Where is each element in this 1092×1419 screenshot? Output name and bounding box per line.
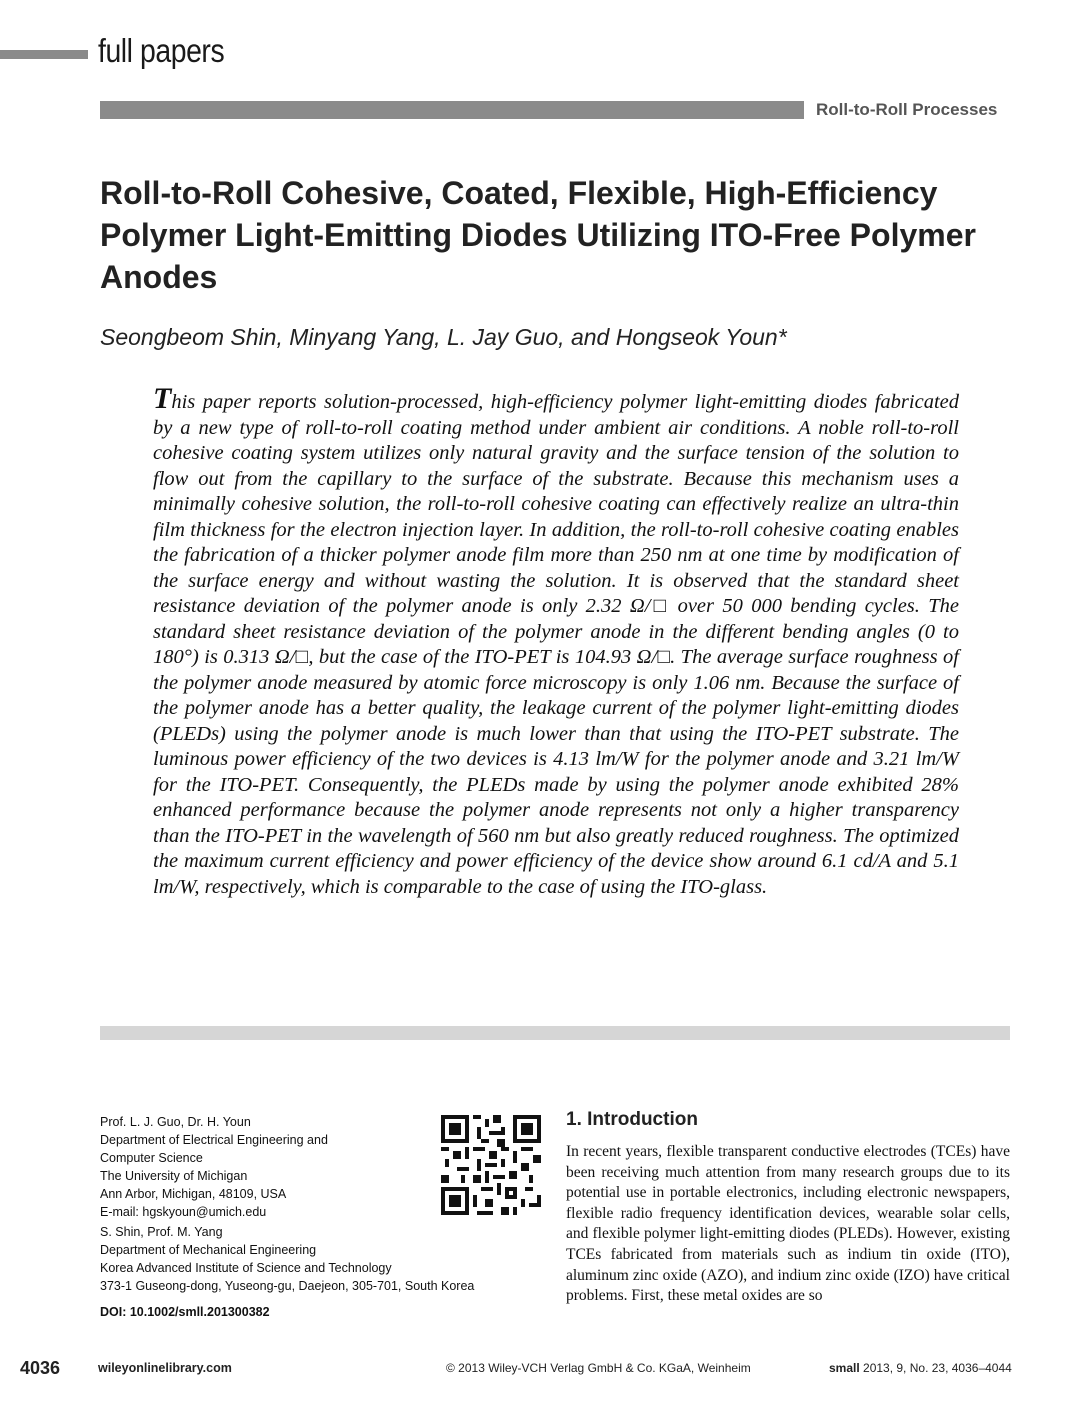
- affil-dept-1a: Department of Electrical Engineering and: [100, 1133, 328, 1147]
- author-list: Seongbeom Shin, Minyang Yang, L. Jay Guo, and Hongseok Youn*: [100, 324, 787, 350]
- header-rule-bar: [100, 101, 804, 119]
- copyright: © 2013 Wiley-VCH Verlag GmbH & Co. KGaA, Weinheim: [446, 1361, 751, 1375]
- introduction-text: In recent years, flexible transparent conductive electrodes (TCEs) have been receiving much attention from many research groups due to its potential use in portable electronics, including electronic newspapers, flexible radio frequency identification devices, wearable solar cells, and flexible polymer light-emitting diodes (PLEDs). However, existing TCEs fabricated from materials such as indium tin oxide (ITO), aluminum zinc oxide (AZO), and indium zinc oxide (IZO) have critical problems. First, these metal oxides are so: [566, 1143, 1010, 1305]
- affil-institute: Korea Advanced Institute of Science and Technology: [100, 1261, 392, 1275]
- journal-name: small: [829, 1361, 860, 1375]
- qr-code-icon[interactable]: [441, 1115, 541, 1215]
- topic-label: Roll-to-Roll Processes: [816, 100, 998, 119]
- page-number: 4036: [20, 1358, 61, 1378]
- doi[interactable]: DOI: 10.1002/smll.201300382: [100, 1305, 270, 1319]
- affil-university: The University of Michigan: [100, 1169, 248, 1183]
- citation-details: 2013, 9, No. 23, 4036–4044: [859, 1361, 1012, 1375]
- header-accent-bar: [0, 50, 88, 59]
- affil-address-2: 373-1 Guseong-dong, Yuseong-gu, Daejeon, 305-701, South Korea: [100, 1279, 475, 1293]
- affil-email[interactable]: E-mail: hgskyoun@umich.edu: [100, 1205, 267, 1219]
- abstract-text: his paper reports solution-processed, high-efficiency polymer light-emitting diodes fabricated by a new type of roll-to-roll coating method under ambient air conditions. A noble roll-to-roll cohesive coating system utilizes only natural gravity and the surface tension of the solution to flow out from the capillary to the surface of the substrate. Because this mechanism uses a minimally cohesive solution, the roll-to-roll cohesive coating can effectively realize an ultra-thin film thickness for the electron injection layer. In addition, the roll-to-roll cohesive coating enables the fabrication of a thicker polymer anode film more than 250 nm at one time by modification of the surface energy and without wasting the solution. It is observed that the standard sheet resistance deviation of the polymer anode is only 2.32 Ω/□ over 50 000 bending cycles. The standard sheet resistance deviation of the polymer anode in the different bending angles (0 to 180°) is 0.313 Ω/□, but the case of the ITO-PET is 104.93 Ω/□. The average surface roughness of the polymer anode measured by atomic force microscopy is only 1.06 nm. Because the surface of the polymer anode has a better quality, the leakage current of the polymer light-emitting diodes (PLEDs) using the polymer anode is much lower than that using the ITO-PET substrate. The luminous power efficiency of the two devices is 4.13 lm/W for the polymer anode and 3.21 lm/W for the ITO-PET. Consequently, the PLEDs made by using the polymer anode exhibited 28% enhanced performance because the polymer anode represents not only a higher transparency than the ITO-PET in the wavelength of 560 nm but also greatly reduced roughness. The optimized the maximum current efficiency and power efficiency of the device show around 6.1 cd/A and 5.1 lm/W, respectively, which is comparable to the case of using the ITO-glass.: [153, 391, 959, 898]
- affil-dept-1b: Computer Science: [100, 1151, 203, 1165]
- website-link[interactable]: wileyonlinelibrary.com: [98, 1361, 232, 1375]
- abstract: [153, 382, 959, 900]
- affil-authors-1: Prof. L. J. Guo, Dr. H. Youn: [100, 1115, 251, 1129]
- affil-address-1: Ann Arbor, Michigan, 48109, USA: [100, 1187, 287, 1201]
- section-separator: [100, 1026, 1010, 1040]
- article-title: Roll-to-Roll Cohesive, Coated, Flexible, High-Efficiency Polymer Light-Emitting Diodes Utilizing ITO-Free Polymer Anodes: [100, 175, 976, 295]
- affil-dept-2: Department of Mechanical Engineering: [100, 1243, 317, 1257]
- section-label: full papers: [98, 32, 225, 69]
- introduction-heading: 1. Introduction: [566, 1109, 698, 1130]
- citation: [829, 1361, 1012, 1375]
- affil-authors-2: S. Shin, Prof. M. Yang: [100, 1225, 223, 1239]
- abstract-initial: T: [153, 382, 172, 415]
